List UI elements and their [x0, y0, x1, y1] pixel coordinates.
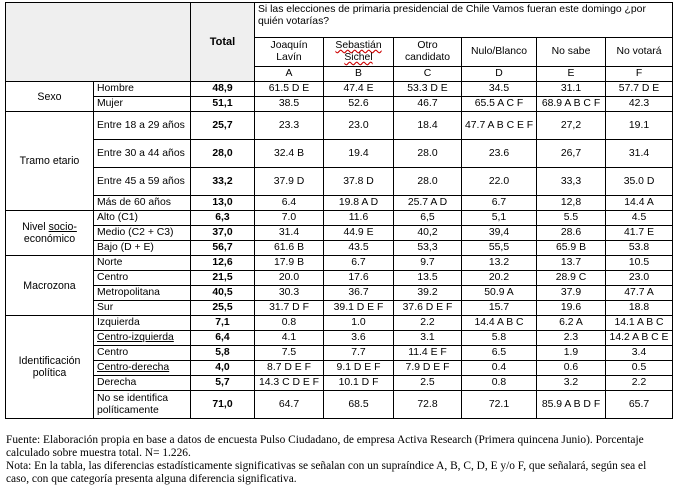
value-cell: 47.7 A B C E F	[462, 112, 537, 140]
value-cell: 19.4	[324, 140, 394, 168]
value-cell: 37.9	[537, 286, 606, 301]
value-cell: 23.0	[606, 271, 673, 286]
value-cell: 41.7 E	[606, 226, 673, 241]
value-cell: 61.5 D E	[255, 82, 324, 97]
row-label-text: Centro-izquierda	[97, 332, 174, 343]
value-cell: 6.7	[324, 256, 394, 271]
group-label: Identificación política	[6, 316, 94, 419]
value-cell: 0.6	[537, 361, 606, 376]
value-cell: 53,3	[394, 241, 462, 256]
value-cell: 39.1 D E F	[324, 301, 394, 316]
row-label	[94, 376, 191, 391]
row-label	[94, 241, 191, 256]
value-cell: 25.7 A D	[394, 196, 462, 211]
value-cell: 37.6 D E F	[394, 301, 462, 316]
row-label-text: Centro	[97, 347, 129, 358]
value-cell: 3.4	[606, 346, 673, 361]
row-label	[94, 391, 191, 419]
value-cell: 13.7	[537, 256, 606, 271]
row-label-text: Hombre	[97, 83, 134, 94]
table-row	[6, 226, 673, 241]
row-label	[94, 301, 191, 316]
value-cell: 50.9 A	[462, 286, 537, 301]
table-row	[6, 346, 673, 361]
value-cell: 46.7	[394, 97, 462, 112]
row-total: 21,5	[191, 271, 255, 286]
value-cell: 23.0	[324, 112, 394, 140]
row-label-text: Entre 30 a 44 años	[97, 147, 185, 159]
row-total: 12,6	[191, 256, 255, 271]
value-cell: 6,5	[394, 211, 462, 226]
value-cell: 7.5	[255, 346, 324, 361]
value-cell: 19.6	[537, 301, 606, 316]
row-label	[94, 196, 191, 211]
value-cell: 35.0 D	[606, 168, 673, 196]
row-label	[94, 97, 191, 112]
value-cell: 47.4 E	[324, 82, 394, 97]
value-cell: 3.1	[394, 331, 462, 346]
value-cell: 19.1	[606, 112, 673, 140]
value-cell: 2.2	[606, 376, 673, 391]
value-cell: 9.1 D E F	[324, 361, 394, 376]
value-cell: 0.8	[255, 316, 324, 331]
row-label	[94, 256, 191, 271]
row-label	[94, 211, 191, 226]
value-cell: 3.6	[324, 331, 394, 346]
value-cell: 11.4 E F	[394, 346, 462, 361]
table-body	[6, 82, 673, 419]
value-cell: 28.0	[394, 168, 462, 196]
table-row	[6, 97, 673, 112]
value-cell: 13.2	[462, 256, 537, 271]
value-cell: 8.7 D E F	[255, 361, 324, 376]
value-cell: 40,2	[394, 226, 462, 241]
value-cell: 64.7	[255, 391, 324, 419]
row-label	[94, 361, 191, 376]
row-label	[94, 112, 191, 140]
value-cell: 2.5	[394, 376, 462, 391]
row-total: 5,8	[191, 346, 255, 361]
option-header-sichel-text: Sebastián Sichel	[335, 40, 382, 63]
value-cell: 26,7	[537, 140, 606, 168]
group-label: Nivel socio-económico	[6, 211, 94, 256]
value-cell: 37.9 D	[255, 168, 324, 196]
table-row	[6, 140, 673, 168]
row-label	[94, 286, 191, 301]
row-label-text: Norte	[97, 257, 123, 268]
option-header-nosabe: No sabe	[537, 38, 606, 67]
value-cell: 53.8	[606, 241, 673, 256]
value-cell: 7.7	[324, 346, 394, 361]
option-header-lavin: Joaquín Lavín	[255, 38, 324, 67]
table-row	[6, 256, 673, 271]
value-cell: 18.4	[394, 112, 462, 140]
value-cell: 6.4	[255, 196, 324, 211]
table-row	[6, 112, 673, 140]
group-label: Sexo	[6, 82, 94, 112]
row-total: 28,0	[191, 140, 255, 168]
header-corner	[6, 3, 191, 82]
value-cell: 10.1 D F	[324, 376, 394, 391]
table-row	[6, 82, 673, 97]
value-cell: 39.2	[394, 286, 462, 301]
value-cell: 47.7 A	[606, 286, 673, 301]
row-total: 5,7	[191, 376, 255, 391]
row-label-text: Derecha	[97, 377, 137, 388]
row-total: 37,0	[191, 226, 255, 241]
option-header-novotara: No votará	[606, 38, 673, 67]
value-cell: 6.7	[462, 196, 537, 211]
table-row	[6, 271, 673, 286]
option-letter-c: C	[394, 67, 462, 82]
row-total: 4,0	[191, 361, 255, 376]
value-cell: 38.5	[255, 97, 324, 112]
value-cell: 17.9 B	[255, 256, 324, 271]
row-total: 33,2	[191, 168, 255, 196]
option-letter-a: A	[255, 67, 324, 82]
value-cell: 14.2 A B C E	[606, 331, 673, 346]
row-total: 25,7	[191, 112, 255, 140]
value-cell: 10.5	[606, 256, 673, 271]
row-label	[94, 168, 191, 196]
value-cell: 53.3 D E	[394, 82, 462, 97]
value-cell: 0.5	[606, 361, 673, 376]
value-cell: 68.9 A B C F	[537, 97, 606, 112]
row-label	[94, 271, 191, 286]
value-cell: 6.2 A	[537, 316, 606, 331]
group-label: Tramo etario	[6, 112, 94, 211]
value-cell: 4.1	[255, 331, 324, 346]
value-cell: 33,3	[537, 168, 606, 196]
value-cell: 23.6	[462, 140, 537, 168]
survey-question: Si las elecciones de primaria presidencial de Chile Vamos fueran este domingo ¿por quién votarías?	[255, 3, 673, 38]
value-cell: 12,8	[537, 196, 606, 211]
option-letter-e: E	[537, 67, 606, 82]
value-cell: 85.9 A B D F	[537, 391, 606, 419]
table-row	[6, 301, 673, 316]
value-cell: 1.0	[324, 316, 394, 331]
value-cell: 68.5	[324, 391, 394, 419]
row-total: 6,3	[191, 211, 255, 226]
row-label-text: Bajo (D + E)	[97, 242, 154, 253]
row-total: 71,0	[191, 391, 255, 419]
underlined-word: socio-	[48, 221, 77, 233]
row-label-text: Sur	[97, 302, 114, 313]
row-label	[94, 346, 191, 361]
value-cell: 2.2	[394, 316, 462, 331]
value-cell: 19.8 A D	[324, 196, 394, 211]
value-cell: 1.9	[537, 346, 606, 361]
table-row	[6, 331, 673, 346]
value-cell: 11.6	[324, 211, 394, 226]
option-header-otro: Otro candidato	[394, 38, 462, 67]
row-label-text: Mujer	[97, 98, 123, 109]
value-cell: 14.4 A B C	[462, 316, 537, 331]
value-cell: 44.9 E	[324, 226, 394, 241]
value-cell: 14.1 A B C	[606, 316, 673, 331]
value-cell: 72.1	[462, 391, 537, 419]
value-cell: 28.9 C	[537, 271, 606, 286]
table-row	[6, 361, 673, 376]
row-label-text: Entre 18 a 29 años	[97, 119, 185, 131]
value-cell: 0.8	[462, 376, 537, 391]
table-row	[6, 196, 673, 211]
row-label-text: Centro	[97, 272, 129, 283]
option-letter-f: F	[606, 67, 673, 82]
value-cell: 5.8	[462, 331, 537, 346]
value-cell: 30.3	[255, 286, 324, 301]
value-cell: 65.7	[606, 391, 673, 419]
table-row	[6, 168, 673, 196]
value-cell: 5.5	[537, 211, 606, 226]
row-label	[94, 331, 191, 346]
value-cell: 36.7	[324, 286, 394, 301]
row-label	[94, 226, 191, 241]
total-header: Total	[191, 3, 255, 82]
row-label-text: Centro-derecha	[97, 362, 170, 373]
value-cell: 6.5	[462, 346, 537, 361]
table-row	[6, 376, 673, 391]
table-row	[6, 241, 673, 256]
value-cell: 43.5	[324, 241, 394, 256]
value-cell: 65.5 A C F	[462, 97, 537, 112]
value-cell: 28.0	[394, 140, 462, 168]
value-cell: 23.3	[255, 112, 324, 140]
row-total: 56,7	[191, 241, 255, 256]
value-cell: 31.1	[537, 82, 606, 97]
row-total: 13,0	[191, 196, 255, 211]
value-cell: 57.7 D E	[606, 82, 673, 97]
table-row	[6, 391, 673, 419]
table-header	[6, 3, 673, 82]
row-total: 51,1	[191, 97, 255, 112]
value-cell: 72.8	[394, 391, 462, 419]
value-cell: 42.3	[606, 97, 673, 112]
value-cell: 14.3 C D E F	[255, 376, 324, 391]
table-row	[6, 211, 673, 226]
table-row	[6, 316, 673, 331]
value-cell: 2.3	[537, 331, 606, 346]
table-row	[6, 286, 673, 301]
value-cell: 9.7	[394, 256, 462, 271]
row-label-text: Metropolitana	[97, 287, 160, 298]
value-cell: 20.0	[255, 271, 324, 286]
row-total: 6,4	[191, 331, 255, 346]
value-cell: 13.5	[394, 271, 462, 286]
value-cell: 31.7 D F	[255, 301, 324, 316]
row-label-text: Entre 45 a 59 años	[97, 175, 185, 187]
value-cell: 7.9 D E F	[394, 361, 462, 376]
value-cell: 61.6 B	[255, 241, 324, 256]
value-cell: 52.6	[324, 97, 394, 112]
row-label-text: Alto (C1)	[97, 212, 138, 223]
value-cell: 37.8 D	[324, 168, 394, 196]
value-cell: 39,4	[462, 226, 537, 241]
value-cell: 65.9 B	[537, 241, 606, 256]
footnote-note: Nota: En la tabla, las diferencias estadísticamente significativas se señalan con un supraíndice A, B, C, D, E y/o F, que señalará, según sea el caso, con que categoría presenta alguna diferencia significativa.	[6, 460, 647, 485]
value-cell: 31.4	[255, 226, 324, 241]
value-cell: 14.4 A	[606, 196, 673, 211]
row-label-text: Izquierda	[97, 317, 140, 328]
row-label-text: Medio (C2 + C3)	[97, 227, 174, 238]
value-cell: 15.7	[462, 301, 537, 316]
value-cell: 7.0	[255, 211, 324, 226]
row-label-text: Más de 60 años	[97, 197, 171, 208]
value-cell: 31.4	[606, 140, 673, 168]
value-cell: 27,2	[537, 112, 606, 140]
table-footnote	[6, 434, 670, 486]
group-label: Macrozona	[6, 256, 94, 316]
value-cell: 28.6	[537, 226, 606, 241]
option-header-nulo: Nulo/Blanco	[462, 38, 537, 67]
value-cell: 55,5	[462, 241, 537, 256]
value-cell: 0.4	[462, 361, 537, 376]
row-label	[94, 316, 191, 331]
crosstab-table	[5, 2, 673, 419]
value-cell: 17.6	[324, 271, 394, 286]
value-cell: 5,1	[462, 211, 537, 226]
option-header-sichel	[324, 38, 394, 67]
value-cell: 22.0	[462, 168, 537, 196]
value-cell: 20.2	[462, 271, 537, 286]
footnote-source: Fuente: Elaboración propia en base a datos de encuesta Pulso Ciudadano, de empresa Activa Research (Primera quincena Junio). Porcentaje calculado sobre muestra total. N= 1.226.	[6, 434, 644, 459]
value-cell: 32.4 B	[255, 140, 324, 168]
row-label-text: No se identifica políticamente	[97, 392, 169, 416]
row-label	[94, 82, 191, 97]
option-letter-d: D	[462, 67, 537, 82]
row-total: 7,1	[191, 316, 255, 331]
value-cell: 4.5	[606, 211, 673, 226]
row-label	[94, 140, 191, 168]
value-cell: 18.8	[606, 301, 673, 316]
value-cell: 3.2	[537, 376, 606, 391]
row-total: 48,9	[191, 82, 255, 97]
row-total: 25,5	[191, 301, 255, 316]
option-letter-b: B	[324, 67, 394, 82]
value-cell: 34.5	[462, 82, 537, 97]
row-total: 40,5	[191, 286, 255, 301]
